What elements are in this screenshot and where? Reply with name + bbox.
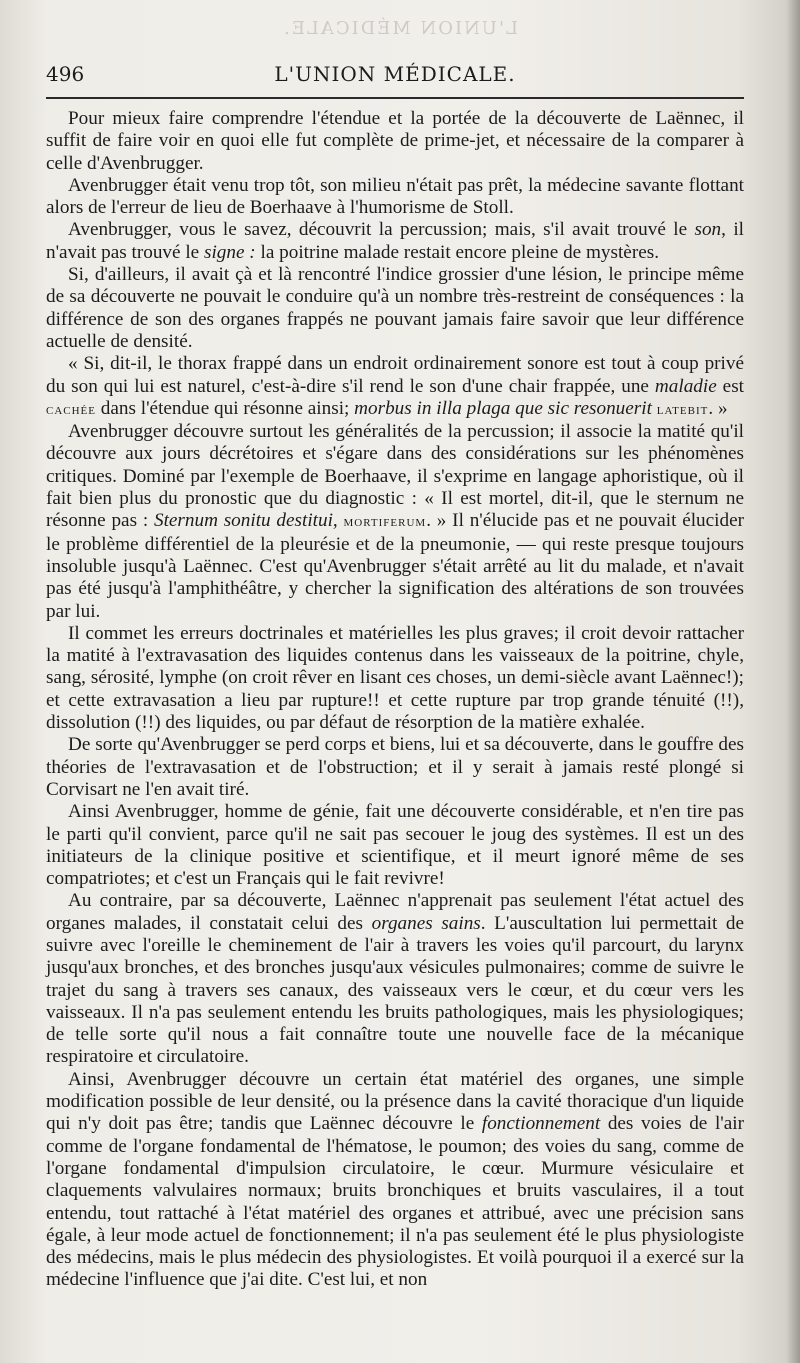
text-run: Au contraire, par sa découverte, Laënnec n'apprenait pas seulement l'état actuel des organes malades, il constatait celui des [46,890,744,934]
text-run: est [716,375,744,397]
running-title: L'UNION MÉDICALE. [274,62,516,86]
italic-run: organes sains [371,912,481,934]
italic-run: Sternum sonitu destitui [153,510,333,532]
text-run: Si, d'ailleurs, il avait çà et là rencontré l'indice grossier d'une lésion, le principe même de sa découverte ne pouvait le conduire qu'à un nombre très-restreint de conséquences : la différence de son des organes frappés ne pouvant jamais faire savoir que leur différence actuelle de densité. [46,264,744,352]
text-run: Ainsi, Avenbrugger découvre un certain état matériel des organes, une simple modification possible de leur densité, ou la présence dans la cavité thoracique d'un liquide qui n'y doit pas être; tandis que Laënnec découvre le [46,1068,744,1135]
paragraph [46,421,744,623]
italic-run: signe : [203,241,256,263]
italic-run: maladie [654,375,717,397]
italic-run: fonctionnement [481,1113,601,1135]
small-caps-run: latebit [656,401,709,418]
text-run: des voies de l'air comme de l'organe fondamental de l'hématose, le poumon; des voies du sang, comme de l'organe fondamental d'impulsion circulatoire, le cœur. Murmure vésiculaire et claquements valvulaires normaux; bruits bronchiques et bruits vasculaires, il a tout entendu, tout rattaché à l'état matériel des organes et attribué, avec une précision sans égale, à leur mode actuel de fonctionnement; il n'a pas seulement été le plus physiologiste des médecins, mais le plus médecin des physiologistes. Et voilà pourquoi il a exercé sur la médecine l'influence que j'ai dite. C'est lui, et non [46,1113,744,1291]
show-through-text: L'UNION MÉDICALE. [282,18,518,39]
small-caps-run: cachée [46,401,96,418]
text-run: Pour mieux faire comprendre l'étendue et la portée de la découverte de Laënnec, il suffit de faire voir en quoi elle fut complète de prime-jet, et nécessaire de la comparer à celle d'Avenbrugger. [46,108,744,174]
text-run: . » [708,397,728,419]
paragraph [46,264,744,353]
text-run: Avenbrugger, vous le savez, découvrit la percussion; mais, s'il avait trouvé le [68,219,695,241]
text-run: De sorte qu'Avenbrugger se perd corps et biens, lui et sa découverte, dans le gouffre des théories de l'extravasation et de l'obstruction; et il y serait à jamais resté plongé si Corvisart ne l'en avait tiré. [46,734,744,800]
text-run: « Si, dit-il, le thorax frappé dans un endroit ordinairement sonore est tout à coup privé du son qui lui est naturel, c'est-à-dire s'il rend le son d'une chair frappée, une [46,353,744,397]
body-text [46,108,744,1292]
paragraph [46,623,744,734]
text-run: dans l'étendue qui résonne ainsi; [96,397,355,419]
text-run: . » Il n'élucide pas et ne pouvait élucider le problème différentiel de la pleurésie et de la pneumonie, — qui reste presque toujours insoluble jusqu'à Laënnec. C'est qu'Avenbrugger s'était arrêté au lit du malade, et n'avait pas été jusqu'à l'amphithéâtre, y chercher la signification des altérations de son trouvées par lui. [46,510,744,622]
header-rule [46,97,744,99]
text-run: Avenbrugger découvre surtout les généralités de la percussion; il associe la matité qu'il découvre aux jours décrétoires et s'égare dans des considérations sur les phénomènes critiques. Dominé par l'exemple de Boerhaave, il s'exprime en langage aphoristique, où il fait bien plus du pronostic que du diagnostic : « Il est mortel, dit-il, que le sternum ne résonne pas : [46,421,744,532]
italic-run: son [694,219,722,241]
text-run: Il commet les erreurs doctrinales et matérielles les plus graves; il croit devoir rattacher la matité à l'extravasation des liquides contenus dans les vaisseaux de la poitrine, chyle, sang, sérosité, lymphe (on croit rêver en lisant ces choses, un demi-siècle avant Laënnec!); et cette extravasation a lieu par rupture!! et cette rupture par trop grande ténuité (!!), dissolution (!!) des liquides, ou par défaut de résorption de la matière exhalée. [46,622,744,734]
text-run: la poitrine malade restait encore pleine de mystères. [255,241,659,263]
paragraph [46,175,744,220]
text-run: , il n'avait pas trouvé le [46,219,744,263]
paragraph [46,734,744,801]
italic-run: morbus in illa plaga que sic resonuerit [354,397,652,419]
page-header [46,62,744,88]
paragraph [46,219,744,264]
paragraph [46,890,744,1068]
paragraph [46,1069,744,1292]
paragraph [46,353,744,421]
text-run: Ainsi Avenbrugger, homme de génie, fait une découverte considérable, et n'en tire pas le parti qu'il convient, parce qu'il ne sait pas secouer le joug des systèmes. Il est un des initiateurs de la clinique positive et scientifique, et il meurt ignoré même de ses compatriotes; et c'est un Français qui le fait revivre! [46,801,744,890]
text-run: . L'auscultation lui permettait de suivre avec l'oreille le cheminement de l'air à travers les voies qu'il parcourt, du larynx jusqu'aux bronches, et des bronches jusqu'aux vésicules pulmonaires; comme de suivre le trajet du sang à travers ses canaux, des vaisseaux vers le cœur, et du cœur vers les vaisseaux. Il n'a pas seulement entendu les bruits pathologiques, mais les physiologiques; de telle sorte qu'il nous a fait connaître toute une nouvelle face de la mécanique respiratoire et circulatoire. [46,912,744,1068]
paragraph [46,801,744,890]
text-run: Avenbrugger était venu trop tôt, son milieu n'était pas prêt, la médecine savante flottant alors de l'erreur de lieu de Boerhaave à l'humorisme de Stoll. [46,174,744,219]
page-edge-shadow [786,0,800,1363]
small-caps-run: mortiferum [343,514,427,531]
page-number: 496 [46,62,85,86]
text-run: , [332,510,344,532]
paragraph [46,108,744,175]
